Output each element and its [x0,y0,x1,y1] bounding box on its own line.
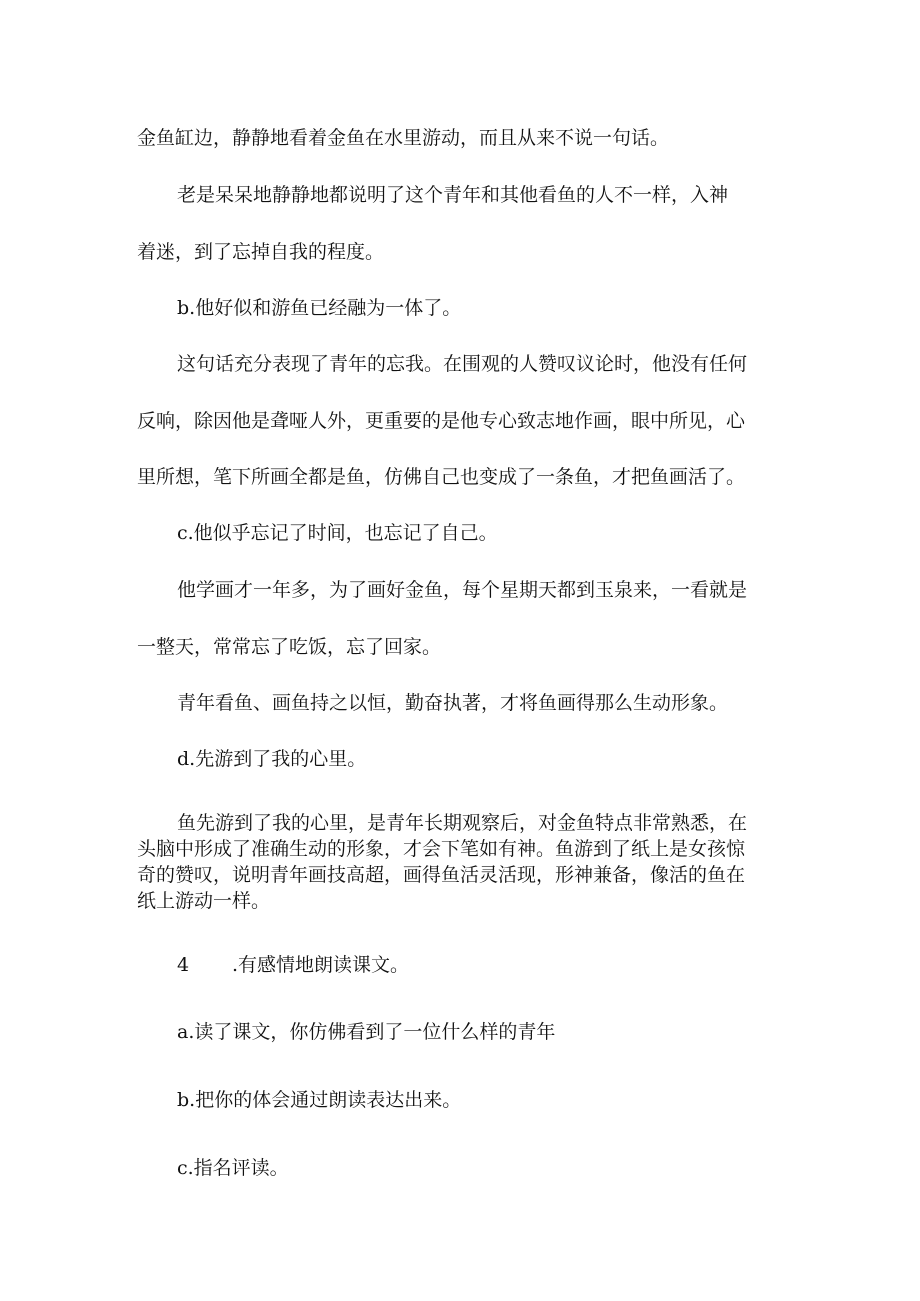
text-line: 这句话充分表现了青年的忘我。在围观的人赞叹议论时，他没有任何 [177,353,748,375]
text-line: 一整天，常常忘了吃饭，忘了回家。 [137,636,442,658]
text-line: 青年看鱼、画鱼持之以恒，勤奋执著，才将鱼画得那么生动形象。 [177,692,729,714]
text-line: b.把你的体会通过朗读表达出来。 [177,1089,462,1111]
text-line: 鱼先游到了我的心里，是青年长期观察后，对金鱼特点非常熟悉，在 [177,812,748,834]
text-line: 着迷，到了忘掉自我的程度。 [137,241,385,263]
text-line: c.他似乎忘记了时间，也忘记了自己。 [177,522,498,544]
text-line: 奇的赞叹，说明青年画技高超，画得鱼活灵活现，形神兼备，像活的鱼在 [137,864,746,886]
list-item-number: 4 [177,954,190,976]
text-line: 头脑中形成了准确生动的形象，才会下笔如有神。鱼游到了纸上是女孩惊 [137,838,746,860]
paragraph [137,810,797,914]
text-line: 里所想，笔下所画全都是鱼，仿佛自己也变成了一条鱼，才把鱼画活了。 [137,466,746,488]
text-line: c.指名评读。 [177,1157,289,1179]
text-line: 反响，除因他是聋哑人外，更重要的是他专心致志地作画，眼中所见，心 [137,410,746,432]
list-item-text: .有感情地朗读课文。 [232,954,410,976]
text-line: 他学画才一年多，为了画好金鱼，每个星期天都到玉泉来，一看就是 [177,579,748,601]
text-line: 纸上游动一样。 [137,890,271,912]
text-line: 金鱼缸边，静静地看着金鱼在水里游动，而且从来不说一句话。 [137,127,670,149]
text-line: d.先游到了我的心里。 [177,748,367,770]
text-line: a.读了课文，你仿佛看到了一位什么样的青年 [177,1021,556,1043]
text-line: 老是呆呆地静静地都说明了这个青年和其他看鱼的人不一样，入神 [177,184,729,206]
text-line: b.他好似和游鱼已经融为一体了。 [177,297,462,319]
